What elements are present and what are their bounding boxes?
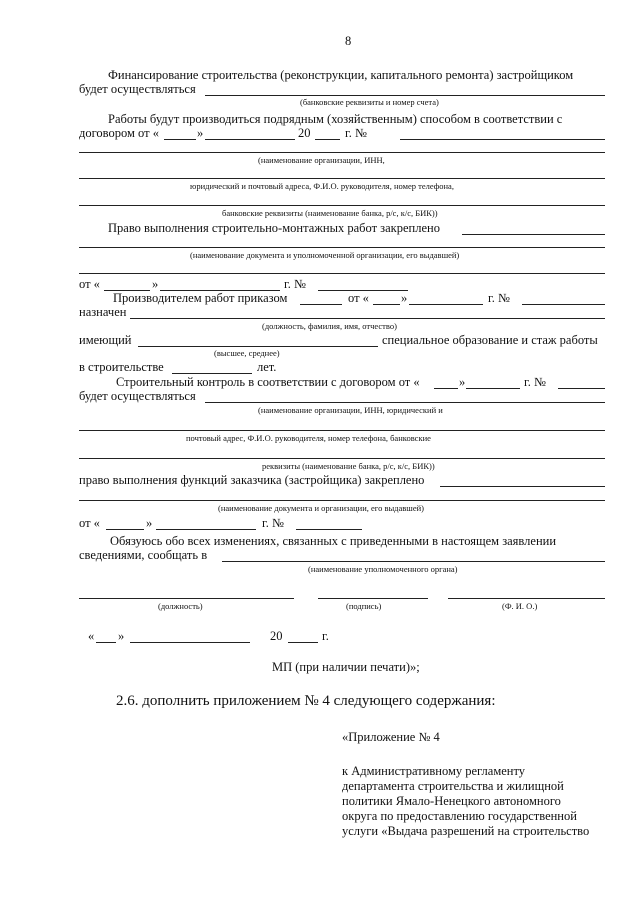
producer-1c: » — [401, 291, 408, 305]
appointed-label: назначен — [79, 305, 127, 319]
works-2b: » — [197, 126, 204, 140]
construction-right-blank[interactable] — [462, 234, 605, 235]
from-1a: от « — [79, 277, 100, 291]
address-blank[interactable] — [79, 178, 605, 179]
customer-right-blank[interactable] — [440, 486, 605, 487]
date-year-blank[interactable] — [288, 642, 318, 643]
experience-blank[interactable] — [172, 373, 252, 374]
from-2c: г. № — [262, 516, 284, 530]
works-year-blank[interactable] — [315, 139, 340, 140]
works-number-blank[interactable] — [400, 139, 605, 140]
from-2-number-blank[interactable] — [296, 529, 362, 530]
producer-day-blank[interactable] — [373, 304, 400, 305]
works-2c: 20 — [298, 126, 311, 140]
experience-label: в строительстве — [79, 360, 164, 374]
financing-line-1: Финансирование строительства (реконструкции, капитального ремонта) застройщиком — [108, 68, 574, 82]
reference-line-4: округа по предоставлению государственной — [342, 809, 577, 823]
org-inn-blank[interactable] — [79, 152, 605, 153]
postal-caption: почтовый адрес, Ф.И.О. руководителя, номер телефона, банковские — [186, 433, 431, 443]
doc-org2-caption: (наименование документа и организации, его выдавшей) — [218, 503, 424, 513]
date-b: » — [118, 629, 125, 643]
address-caption: юридический и почтовый адреса, Ф.И.О. руководителя, номер телефона, — [190, 181, 454, 191]
from-2a: от « — [79, 516, 100, 530]
doc-org2-blank[interactable] — [79, 500, 605, 501]
date-month-blank[interactable] — [130, 642, 250, 643]
construction-right-line: Право выполнения строительно-монтажных работ закреплено — [108, 221, 440, 235]
postal-blank[interactable] — [79, 430, 605, 431]
bank-details-caption: банковские реквизиты (наименование банка, р/с, к/с, БИК)) — [222, 208, 438, 218]
date-d: г. — [322, 629, 329, 643]
control-org-caption: (наименование организации, ИНН, юридический и — [258, 405, 443, 415]
education-caption: (высшее, среднее) — [214, 348, 280, 358]
producer-1d: г. № — [488, 291, 510, 305]
from-2b: » — [146, 516, 153, 530]
control-number-blank[interactable] — [558, 388, 605, 389]
works-line-1: Работы будут производиться подрядным (хозяйственным) способом в соответствии с — [108, 112, 563, 126]
control-month-blank[interactable] — [466, 388, 520, 389]
doc-org-blank[interactable] — [79, 247, 605, 248]
from-2-month-blank[interactable] — [156, 529, 256, 530]
fio-blank[interactable] — [448, 598, 605, 599]
oblige-line-1: Обязуюсь обо всех изменениях, связанных с приведенными в настоящем заявлении — [110, 534, 557, 548]
control-1a: Строительный контроль в соответствии с договором от « — [116, 375, 420, 389]
date-day-blank[interactable] — [96, 642, 116, 643]
reference-line-2: департамента строительства и жилищной — [342, 779, 564, 793]
requisites-blank[interactable] — [79, 458, 605, 459]
control-1b: » — [459, 375, 466, 389]
producer-number-blank[interactable] — [522, 304, 605, 305]
date-c: 20 — [270, 629, 283, 643]
signature-blank[interactable] — [318, 598, 428, 599]
control-day-blank[interactable] — [434, 388, 458, 389]
signature-caption: (подпись) — [346, 601, 382, 611]
post-blank[interactable] — [79, 598, 294, 599]
from-1c: г. № — [284, 277, 306, 291]
control-line-2: будет осуществляться — [79, 389, 196, 403]
oblige-line-2: сведениями, сообщать в — [79, 548, 208, 562]
education-blank[interactable] — [138, 346, 378, 347]
bank-account-caption: (банковские реквизиты и номер счета) — [300, 97, 439, 107]
position-caption: (должность, фамилия, имя, отчество) — [262, 321, 397, 331]
fio-caption: (Ф. И. О.) — [502, 601, 538, 611]
works-2a: договором от « — [79, 126, 159, 140]
appointed-blank[interactable] — [130, 318, 605, 319]
from-1b: » — [152, 277, 159, 291]
from-2-day-blank[interactable] — [106, 529, 144, 530]
producer-1a: Производителем работ приказом — [113, 291, 288, 305]
financing-line-2: будет осуществляться — [79, 82, 196, 96]
doc-org-caption: (наименование документа и уполномоченной организации, его выдавшей) — [190, 250, 460, 260]
authorized-blank[interactable] — [222, 561, 605, 562]
producer-month-blank[interactable] — [409, 304, 483, 305]
org-inn-caption: (наименование организации, ИНН, — [258, 155, 385, 165]
reference-line-3: политики Ямало-Ненецкого автономного — [342, 794, 561, 808]
appendix-title: «Приложение № 4 — [342, 730, 440, 744]
post-caption: (должность) — [158, 601, 203, 611]
producer-1b: от « — [348, 291, 369, 305]
addendum-heading: 2.6. дополнить приложением № 4 следующего содержания: — [116, 693, 496, 709]
works-2d: г. № — [345, 126, 367, 140]
bank-account-blank[interactable] — [205, 95, 605, 96]
having-suffix: специальное образование и стаж работы — [382, 333, 598, 347]
control-1c: г. № — [524, 375, 546, 389]
reference-line-1: к Административному регламенту — [342, 764, 526, 778]
page-number: 8 — [345, 34, 352, 48]
date-a: « — [88, 629, 95, 643]
customer-right-line: право выполнения функций заказчика (застройщика) закреплено — [79, 473, 425, 487]
experience-suffix: лет. — [257, 360, 277, 374]
authorized-caption: (наименование уполномоченного органа) — [308, 564, 458, 574]
seal-label: МП (при наличии печати)»; — [272, 660, 420, 674]
doc-org-blank-2[interactable] — [79, 273, 605, 274]
having-label: имеющий — [79, 333, 132, 347]
requisites-caption: реквизиты (наименование банка, р/с, к/с, БИК)) — [262, 461, 435, 471]
reference-line-5: услуги «Выдача разрешений на строительство — [342, 824, 590, 838]
works-month-blank[interactable] — [205, 139, 295, 140]
control-org-blank[interactable] — [205, 402, 605, 403]
producer-order-blank[interactable] — [300, 304, 342, 305]
bank-details-blank[interactable] — [79, 205, 605, 206]
works-day-blank[interactable] — [164, 139, 196, 140]
